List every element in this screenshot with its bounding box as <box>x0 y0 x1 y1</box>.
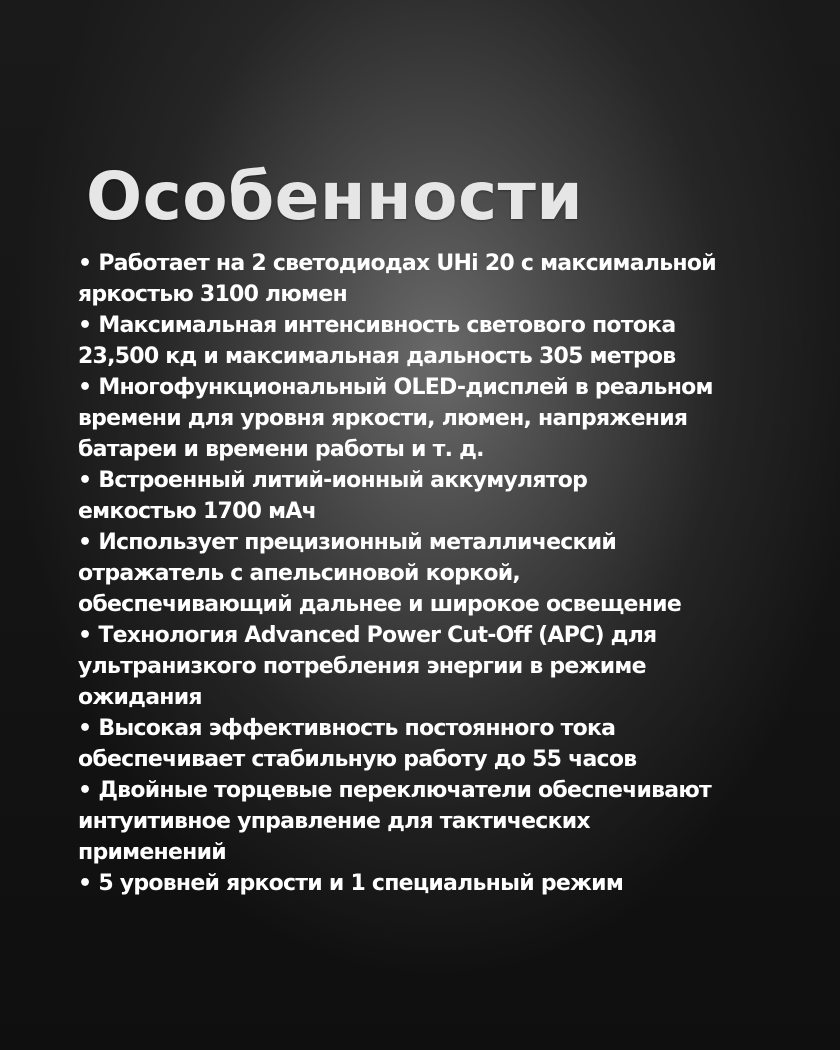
feature-text: Двойные торцевые переключатели обеспечивают интуитивное управление для тактических применений <box>78 778 712 865</box>
feature-item <box>78 248 818 310</box>
bullet-icon: • <box>78 313 92 338</box>
feature-text: Использует прецизионный металлический отражатель с апельсиновой коркой, обеспечивающий дальнее и широкое освещение <box>78 530 681 617</box>
feature-text: Максимальная интенсивность светового потока 23,500 кд и максимальная дальность 305 метров <box>78 313 676 369</box>
feature-text: Многофункциональный OLED-дисплей в реальном времени для уровня яркости, люмен, напряжения батареи и времени работы и т. д. <box>78 375 713 462</box>
feature-item <box>78 713 818 775</box>
feature-text: Работает на 2 светодиодах UHi 20 с максимальной яркостью 3100 люмен <box>78 251 716 307</box>
feature-text: Встроенный литий-ионный аккумулятор емкостью 1700 мАч <box>78 468 588 524</box>
bullet-icon: • <box>78 375 92 400</box>
feature-text: Технология Advanced Power Cut-Off (APC) для ультранизкого потребления энергии в режиме ожидания <box>78 623 657 710</box>
bullet-icon: • <box>78 468 92 493</box>
bullet-icon: • <box>78 778 92 803</box>
bullet-icon: • <box>78 716 92 741</box>
bullet-icon: • <box>78 251 92 276</box>
features-list <box>78 248 818 899</box>
feature-text: 5 уровней яркости и 1 специальный режим <box>98 871 624 896</box>
bullet-icon: • <box>78 530 92 555</box>
feature-item <box>78 310 818 372</box>
feature-item <box>78 775 818 868</box>
feature-item <box>78 465 818 527</box>
feature-item <box>78 868 818 899</box>
feature-item <box>78 620 818 713</box>
feature-item <box>78 527 818 620</box>
page-title: Особенности <box>86 158 584 235</box>
feature-item <box>78 372 818 465</box>
bullet-icon: • <box>78 871 92 896</box>
feature-text: Высокая эффективность постоянного тока обеспечивает стабильную работу до 55 часов <box>78 716 637 772</box>
bullet-icon: • <box>78 623 92 648</box>
